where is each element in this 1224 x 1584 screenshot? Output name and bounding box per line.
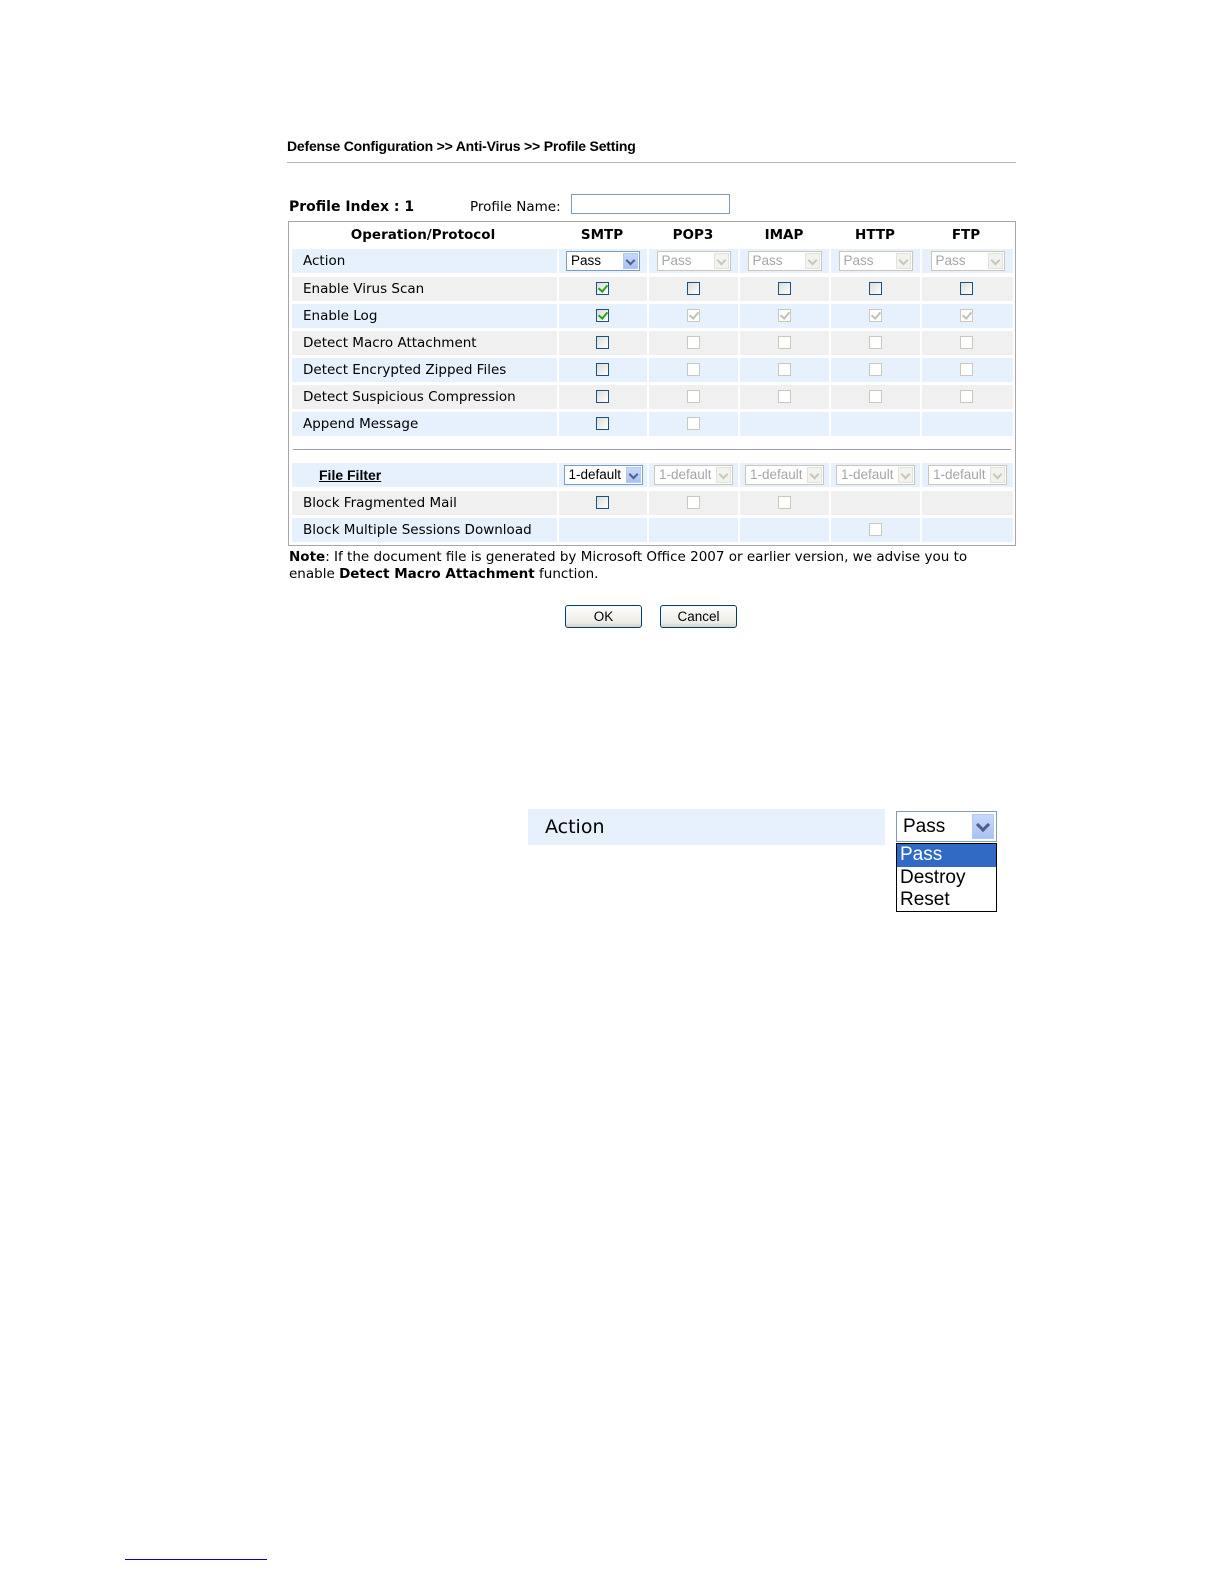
row-enable-log bbox=[292, 304, 1013, 328]
cell-http bbox=[831, 385, 920, 409]
cell-ftp bbox=[922, 249, 1013, 273]
chevron-down-icon bbox=[716, 467, 731, 483]
note-suffix: function. bbox=[534, 566, 599, 582]
action-select-http bbox=[839, 251, 913, 271]
file-filter-select-value: 1-default bbox=[750, 467, 803, 482]
cell-smtp bbox=[559, 277, 647, 301]
detect-macro-attachment-checkbox-ftp bbox=[960, 336, 973, 349]
cell-imap bbox=[740, 463, 829, 487]
title-divider bbox=[287, 162, 1016, 163]
cell-imap bbox=[740, 385, 829, 409]
cell-pop3 bbox=[649, 277, 738, 301]
option-reset[interactable]: Reset bbox=[900, 889, 950, 910]
append-message-checkbox-pop3 bbox=[687, 417, 700, 430]
cell-pop3 bbox=[649, 412, 738, 436]
row-label: Block Multiple Sessions Download bbox=[303, 522, 532, 538]
cell-http bbox=[831, 277, 920, 301]
chevron-down-icon[interactable] bbox=[972, 814, 994, 839]
enable-log-checkbox-pop3 bbox=[687, 309, 700, 322]
note-bold-feature: Detect Macro Attachment bbox=[339, 566, 535, 582]
enable-virus-scan-checkbox-ftp[interactable] bbox=[960, 282, 973, 295]
row-append-message bbox=[292, 412, 1013, 436]
enable-virus-scan-checkbox-smtp[interactable] bbox=[596, 282, 609, 295]
header-http: HTTP bbox=[855, 227, 895, 243]
detect-encrypted-zipped-files-checkbox-pop3 bbox=[687, 363, 700, 376]
checkmark-icon bbox=[780, 309, 790, 320]
chevron-down-icon bbox=[714, 253, 729, 269]
cancel-button[interactable]: Cancel bbox=[660, 605, 737, 628]
detect-suspicious-compression-checkbox-http bbox=[869, 390, 882, 403]
enable-virus-scan-checkbox-http[interactable] bbox=[869, 282, 882, 295]
cell-pop3 bbox=[649, 518, 738, 542]
chevron-down-icon bbox=[807, 467, 822, 483]
cell-ftp bbox=[922, 304, 1013, 328]
row-label: Enable Log bbox=[303, 308, 378, 324]
action-select-value: Pass bbox=[661, 253, 692, 268]
file-filter-select-ftp bbox=[928, 465, 1007, 485]
cell-ftp bbox=[922, 491, 1013, 515]
cell-smtp bbox=[559, 331, 647, 355]
cell-ftp bbox=[922, 412, 1013, 436]
row-label-cell bbox=[292, 463, 557, 487]
cell-http bbox=[831, 463, 920, 487]
zoom-select-value: Pass bbox=[903, 816, 946, 837]
file-filter-select-value: 1-default bbox=[568, 467, 622, 482]
cell-pop3 bbox=[649, 491, 738, 515]
cell-smtp bbox=[559, 358, 647, 382]
row-detect-macro-attachment bbox=[292, 331, 1013, 355]
cell-http bbox=[831, 491, 920, 515]
action-select-imap bbox=[748, 251, 822, 271]
cell-imap bbox=[740, 491, 829, 515]
header-ftp: FTP bbox=[951, 227, 981, 243]
file-filter-select-imap bbox=[745, 465, 824, 485]
cell-http bbox=[831, 358, 920, 382]
detect-suspicious-compression-checkbox-ftp bbox=[960, 390, 973, 403]
row-label-cell bbox=[292, 358, 557, 382]
row-label: Append Message bbox=[303, 416, 419, 432]
checkmark-icon bbox=[598, 282, 608, 293]
checkmark-icon bbox=[962, 309, 972, 320]
checkmark-icon bbox=[598, 309, 608, 320]
row-label: Action bbox=[303, 253, 346, 269]
action-select-value: Pass bbox=[571, 253, 602, 268]
detect-encrypted-zipped-files-checkbox-imap bbox=[778, 363, 791, 376]
cell-pop3 bbox=[649, 304, 738, 328]
zoom-action-options bbox=[896, 843, 997, 912]
block-multiple-sessions-download-checkbox-http bbox=[869, 523, 882, 536]
file-filter-select-http bbox=[836, 465, 915, 485]
note-body: : If the document file is generated by Microsoft Office 2007 or earlier version, we advise you to enable bbox=[289, 549, 968, 582]
chevron-down-icon bbox=[896, 253, 911, 269]
chevron-down-icon[interactable] bbox=[626, 467, 641, 483]
action-select-value: Pass bbox=[935, 253, 966, 268]
file-filter-select-value: 1-default bbox=[933, 467, 986, 482]
detect-macro-attachment-checkbox-http bbox=[869, 336, 882, 349]
file-filter-link[interactable]: File Filter bbox=[319, 467, 382, 483]
cell-pop3 bbox=[649, 331, 738, 355]
cell-http bbox=[831, 304, 920, 328]
profile-name-input[interactable] bbox=[571, 194, 730, 214]
cell-smtp bbox=[559, 304, 647, 328]
row-file-filter bbox=[292, 463, 1013, 487]
enable-log-checkbox-ftp bbox=[960, 309, 973, 322]
note-text bbox=[289, 549, 1009, 583]
enable-virus-scan-checkbox-pop3[interactable] bbox=[687, 282, 700, 295]
cell-ftp bbox=[922, 358, 1013, 382]
row-label-cell bbox=[292, 518, 557, 542]
row-label: Block Fragmented Mail bbox=[303, 495, 457, 511]
cell-ftp bbox=[922, 331, 1013, 355]
cell-imap bbox=[740, 518, 829, 542]
row-label: Detect Suspicious Compression bbox=[303, 389, 516, 405]
checkmark-icon bbox=[871, 309, 881, 320]
row-detect-suspicious-compression bbox=[292, 385, 1013, 409]
enable-virus-scan-checkbox-imap[interactable] bbox=[778, 282, 791, 295]
row-label: Detect Encrypted Zipped Files bbox=[303, 362, 507, 378]
file-filter-select-pop3 bbox=[654, 465, 733, 485]
cell-smtp bbox=[559, 491, 647, 515]
detect-encrypted-zipped-files-checkbox-ftp bbox=[960, 363, 973, 376]
cell-imap bbox=[740, 249, 829, 273]
cell-pop3 bbox=[649, 385, 738, 409]
append-message-checkbox-smtp[interactable] bbox=[596, 417, 609, 430]
row-block-fragmented-mail bbox=[292, 491, 1013, 515]
cell-ftp bbox=[922, 277, 1013, 301]
profile-index-label: Profile Index : 1 bbox=[289, 199, 415, 215]
cell-ftp bbox=[922, 518, 1013, 542]
ok-button[interactable]: OK bbox=[565, 605, 642, 628]
detect-encrypted-zipped-files-checkbox-http bbox=[869, 363, 882, 376]
action-select-value: Pass bbox=[752, 253, 783, 268]
cell-http bbox=[831, 331, 920, 355]
chevron-down-icon bbox=[805, 253, 820, 269]
cell-pop3 bbox=[649, 358, 738, 382]
row-detect-encrypted-zipped-files bbox=[292, 358, 1013, 382]
profile-name-label: Profile Name: bbox=[470, 199, 561, 215]
cell-smtp bbox=[559, 463, 647, 487]
cell-http bbox=[831, 518, 920, 542]
detect-suspicious-compression-checkbox-pop3 bbox=[687, 390, 700, 403]
header-imap: IMAP bbox=[764, 227, 804, 243]
block-fragmented-mail-checkbox-pop3 bbox=[687, 496, 700, 509]
cell-pop3 bbox=[649, 249, 738, 273]
row-label: Detect Macro Attachment bbox=[303, 335, 477, 351]
row-label-cell bbox=[292, 331, 557, 355]
cell-smtp bbox=[559, 249, 647, 273]
cell-smtp bbox=[559, 412, 647, 436]
cell-http bbox=[831, 249, 920, 273]
option-destroy[interactable]: Destroy bbox=[900, 866, 966, 888]
chevron-down-icon bbox=[898, 467, 913, 483]
cell-http bbox=[831, 412, 920, 436]
footnote-rule bbox=[125, 1559, 267, 1560]
block-fragmented-mail-checkbox-imap bbox=[778, 496, 791, 509]
cell-smtp bbox=[559, 385, 647, 409]
action-select-value: Pass bbox=[843, 253, 874, 268]
row-label-cell bbox=[292, 304, 557, 328]
file-filter-select-value: 1-default bbox=[841, 467, 894, 482]
cell-smtp bbox=[559, 518, 647, 542]
row-label-cell bbox=[292, 412, 557, 436]
header-smtp: SMTP bbox=[580, 227, 624, 243]
row-label-cell bbox=[292, 385, 557, 409]
enable-log-checkbox-http bbox=[869, 309, 882, 322]
chevron-down-icon bbox=[988, 253, 1003, 269]
checkmark-icon bbox=[689, 309, 699, 320]
cell-imap bbox=[740, 412, 829, 436]
cell-imap bbox=[740, 304, 829, 328]
action-select-ftp bbox=[931, 251, 1005, 271]
enable-log-checkbox-smtp[interactable] bbox=[596, 309, 609, 322]
section-divider bbox=[293, 449, 1011, 450]
detect-encrypted-zipped-files-checkbox-smtp[interactable] bbox=[596, 363, 609, 376]
row-label-cell bbox=[292, 249, 557, 273]
row-enable-virus-scan bbox=[292, 277, 1013, 301]
breadcrumb: Defense Configuration >> Anti-Virus >> Profile Setting bbox=[287, 138, 636, 154]
cell-ftp bbox=[922, 385, 1013, 409]
header-operation-protocol: Operation/Protocol bbox=[350, 227, 496, 243]
cell-imap bbox=[740, 358, 829, 382]
chevron-down-icon[interactable] bbox=[623, 253, 638, 269]
row-label-cell bbox=[292, 491, 557, 515]
option-pass[interactable]: Pass bbox=[897, 844, 996, 867]
row-block-multiple-sessions-download bbox=[292, 518, 1013, 542]
cell-pop3 bbox=[649, 463, 738, 487]
file-filter-select-smtp[interactable] bbox=[564, 465, 643, 485]
zoom-action-select[interactable] bbox=[896, 811, 997, 842]
note-prefix: Note bbox=[289, 549, 326, 565]
action-select-smtp[interactable] bbox=[566, 251, 640, 271]
row-label: Enable Virus Scan bbox=[303, 281, 425, 297]
detect-macro-attachment-checkbox-pop3 bbox=[687, 336, 700, 349]
zoom-action-label: Action bbox=[528, 809, 885, 845]
detect-suspicious-compression-checkbox-imap bbox=[778, 390, 791, 403]
detect-macro-attachment-checkbox-imap bbox=[778, 336, 791, 349]
block-fragmented-mail-checkbox-smtp[interactable] bbox=[596, 496, 609, 509]
chevron-down-icon bbox=[990, 467, 1005, 483]
detect-macro-attachment-checkbox-smtp[interactable] bbox=[596, 336, 609, 349]
cell-imap bbox=[740, 331, 829, 355]
enable-log-checkbox-imap bbox=[778, 309, 791, 322]
cell-imap bbox=[740, 277, 829, 301]
file-filter-select-value: 1-default bbox=[659, 467, 712, 482]
header-pop3: POP3 bbox=[672, 227, 714, 243]
row-action bbox=[292, 249, 1013, 273]
cell-ftp bbox=[922, 463, 1013, 487]
detect-suspicious-compression-checkbox-smtp[interactable] bbox=[596, 390, 609, 403]
row-label-cell bbox=[292, 277, 557, 301]
action-select-pop3 bbox=[657, 251, 731, 271]
